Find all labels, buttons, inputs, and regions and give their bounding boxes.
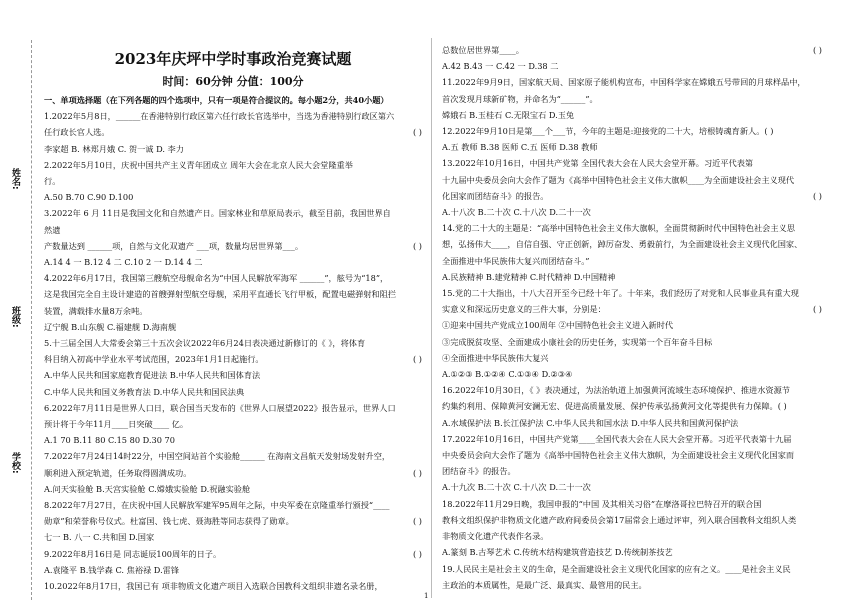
question-line: 约集约利用、保障黄河安澜无宏、促进高质量发展、保护传承弘扬黄河文化等提供有力保障。( ) — [442, 401, 787, 412]
question-line: A.五 教师 B.38 医师 C.五 医师 D.38 教师 — [442, 142, 598, 153]
column-divider — [431, 38, 432, 598]
question-line: A.42 B.43 一 C.42 一 D.38 二 — [442, 61, 559, 72]
question-line: 5.十三届全国人大常委会第三十五次会议2022年6月24日表决通过新修订的《 》，将体育 — [44, 338, 366, 349]
question-line: 9.2022年8月16日是 同志诞辰100周年的日子。 — [44, 548, 222, 559]
answer-paren: ( ) — [413, 548, 422, 559]
page-number: 1 — [424, 592, 429, 600]
question-line: 勋章”和荣誉称号仪式。杜富国、钱七虎、聂海胜等同志获得了勋章。 — [44, 516, 294, 527]
question-line: 8.2022年7月27日，在庆祝中国人民解放军建军95周年之际，中央军委在京隆重举行颁授“____ — [44, 500, 390, 511]
answer-paren: ( ) — [413, 516, 422, 527]
question-line: 4.2022年6月17日，我国第三艘航空母舰命名为“中国人民解放军海军 ______”，舷号为“18”， — [44, 273, 389, 284]
answer-paren: ( ) — [413, 354, 422, 365]
question-line: ③完成脱贫攻坚、全面建成小康社会的历史任务，实现第一个百年奋斗目标 — [442, 336, 713, 347]
question-line: 首次发现月球新矿物，并命名为“______”。 — [442, 93, 598, 104]
question-line: 14.党的二十大的主题是：“高举中国特色社会主义伟大旗帜，全面贯彻新时代中国特色社会主义思 — [442, 223, 795, 234]
question-line: 实意义和深远历史意义的三件大事，分别是： — [442, 304, 606, 315]
question-line: A.①②③ B.①②④ C.①③④ D.②③④ — [442, 369, 573, 380]
answer-paren: ( ) — [813, 304, 822, 315]
answer-paren: ( ) — [413, 467, 422, 478]
question-line: 化国家而团结奋斗》的报告。 — [442, 190, 549, 201]
question-line: 非物质文化遗产代表作名录。 — [442, 531, 549, 542]
question-line: 嫦娥石 B.玉桂石 C.无限宝石 D.玉兔 — [442, 109, 575, 120]
question-line: 这是我国完全自主设计建造的首艘弹射型航空母舰，采用平直通长飞行甲板，配置电磁弹射和阻拦 — [44, 289, 397, 300]
question-line: 12.2022年9月10日是第___个___节，今年的主题是:迎接党的二十大，培根铸魂育新人。( ) — [442, 126, 774, 137]
name-label: 姓名: — [10, 168, 20, 190]
school-label: 学校: — [10, 452, 20, 474]
question-line: 科目纳入初高中学业水平考试范围，2023年1月1日起施行。 — [44, 354, 264, 365]
answer-paren: ( ) — [413, 127, 422, 138]
question-line: A.水域保护法 B.长江保护法 C.中华人民共和国水法 D.中华人民共和国黄河保护法 — [442, 417, 739, 428]
question-line: 李家超 B. 林郑月娥 C. 贺一诚 D. 李力 — [44, 143, 184, 154]
binding-line — [31, 40, 32, 600]
question-line: 产数量达到 ______项，自然与文化双遗产 ___项，数量均居世界第___。 — [44, 240, 304, 251]
class-label: 班级: — [10, 306, 20, 328]
question-line: 预计将于今年11月____日突破____ 亿。 — [44, 419, 189, 430]
right-column — [442, 42, 822, 593]
question-line: 19.人民民主是社会主义的生命，是全面建设社会主义现代化国家的应有之义。____是社会主义民 — [442, 563, 791, 574]
question-line: A.十八次 B.二十次 C.十八次 D.二十一次 — [442, 207, 591, 218]
question-line: A.问天实验舱 B.天宫实验舱 C.嫦娥实验舱 D.祝融实验舱 — [44, 483, 251, 494]
question-line: 装置，满载排水量8万余吨。 — [44, 305, 148, 316]
question-line: 辽宁舰 B.山东舰 C.福建舰 D.海南舰 — [44, 321, 177, 332]
question-line: 任行政长官人选。 — [44, 127, 110, 138]
question-line: 行。 — [44, 176, 61, 187]
question-line: 16.2022年10月30日，《 》表决通过，为法治轨道上加强黄河流域生态环境保护、推进水资源节 — [442, 385, 790, 396]
question-line: 十九届中央委员会向大会作了题为《高举中国特色社会主义伟大旗帜____为全面建设社会主义现代 — [442, 174, 795, 185]
question-line: 全面推进中华民族伟大复兴而团结奋斗。” — [442, 255, 590, 266]
question-line: A.民族精神 B.建党精神 C.时代精神 D.中国精神 — [442, 271, 616, 282]
question-line: 13.2022年10月16日，中国共产党第 全国代表大会在人民大会堂开幕。习近平代表第 — [442, 158, 754, 169]
question-line: 17.2022年10月16日，中国共产党第____全国代表大会在人民大会堂开幕。习近平代表第十九届 — [442, 433, 792, 444]
question-line: 18.2022年11月29日晚，我国申报的“中国 及其相关习俗”在摩洛哥拉巴特召开的联合国 — [442, 498, 762, 509]
question-line: 顺利进入预定轨道，任务取得圆满成功。 — [44, 467, 192, 478]
answer-paren: ( ) — [813, 190, 822, 201]
question-line: 想，弘扬伟大____，自信自强、守正创新，踔厉奋发、勇毅前行，为全面建设社会主义现代化国家、 — [442, 239, 803, 250]
question-line: A.篆刻 B.古琴艺术 C.传统木结构建筑营造技艺 D.传统制茶技艺 — [442, 547, 673, 558]
exam-subtitle: 时间：60分钟 分值：100分 — [162, 75, 304, 88]
question-line: A.14 4 一 B.12 4 二 C.10 2 一 D.14 4 二 — [44, 257, 203, 268]
question-line: 3.2022年 6 月 11日是我国文化和自然遗产日。国家林业和草原局表示，截至目前，我国世界自 — [44, 208, 391, 219]
question-line: 主政治的本质属性，是最广泛、最真实、最管用的民主。 — [442, 579, 647, 590]
question-line: A.中华人民共和国家庭教育促进法 B.中华人民共和国体育法 — [44, 370, 261, 381]
question-line: A.十九次 B.二十次 C.十八次 D.二十一次 — [442, 482, 591, 493]
question-line: ④全面推进中华民族伟大复兴 — [442, 352, 549, 363]
question-line: 7.2022年7月24日14时22分，中国空间站首个实验舱______ 在海南文昌航天发射场发射升空， — [44, 451, 391, 462]
answer-paren: ( ) — [413, 240, 422, 251]
left-column — [44, 46, 422, 594]
question-line: 11.2022年9月9日，国家航天局、国家原子能机构宣布，中国科学家在嫦娥五号带回的月球样品中， — [442, 77, 806, 88]
question-line: 10.2022年8月17日，我国已有 项非物质文化遗产项目入选联合国教科文组织非遗名录名册， — [44, 581, 383, 592]
question-line: 中央委员会向大会作了题为《高举中国特色社会主义伟大旗帜，为全面建设社会主义现代化国家而 — [442, 450, 795, 461]
question-line: ①迎来中国共产党成立100周年 ②中国特色社会主义进入新时代 — [442, 320, 674, 331]
question-line: 教科文组织保护非物质文化遗产政府间委员会第17届常会上通过评审，列入联合国教科文组织人类 — [442, 514, 797, 525]
question-line: 一、单项选择题（在下列各题的四个选项中，只有一项是符合提议的。每小题2分，共40小题） — [44, 95, 389, 105]
question-line: C.中华人民共和国义务教育法 D.中华人民共和国民法典 — [44, 386, 245, 397]
question-line: 团结奋斗》的报告。 — [442, 466, 516, 477]
question-line: 1.2022年5月8日，______在香港特别行政区第六任行政长官选举中，当选为香港特别行政区第六 — [44, 111, 395, 122]
answer-paren: ( ) — [813, 45, 822, 55]
question-line: 15.党的二十大指出，十八大召开至今已经十年了。十年来，我们经历了对党和人民事业具有重大现 — [442, 288, 799, 299]
question-line: 6.2022年7月11日是世界人口日，联合国当天发布的《世界人口展望2022》报告显示，世界人口 — [44, 402, 396, 413]
question-line: 然遗 — [44, 224, 61, 235]
question-line: 七一 B. 八一 C.共和国 D.国家 — [44, 532, 155, 543]
question-line: A.50 B.70 C.90 D.100 — [44, 192, 134, 203]
exam-title: 2023年庆坪中学时事政治竞赛试题 — [114, 50, 352, 68]
question-line: 2.2022年5月10日，庆祝中国共产主义青年团成立 周年大会在北京人民大会堂隆重举 — [44, 159, 353, 170]
question-line: A.袁隆平 B.钱学森 C. 焦裕禄 D.雷锋 — [44, 564, 180, 575]
question-line: 总数位居世界第____。 — [442, 45, 524, 55]
question-line: A.1 70 B.11 80 C.15 80 D.30 70 — [44, 435, 175, 446]
